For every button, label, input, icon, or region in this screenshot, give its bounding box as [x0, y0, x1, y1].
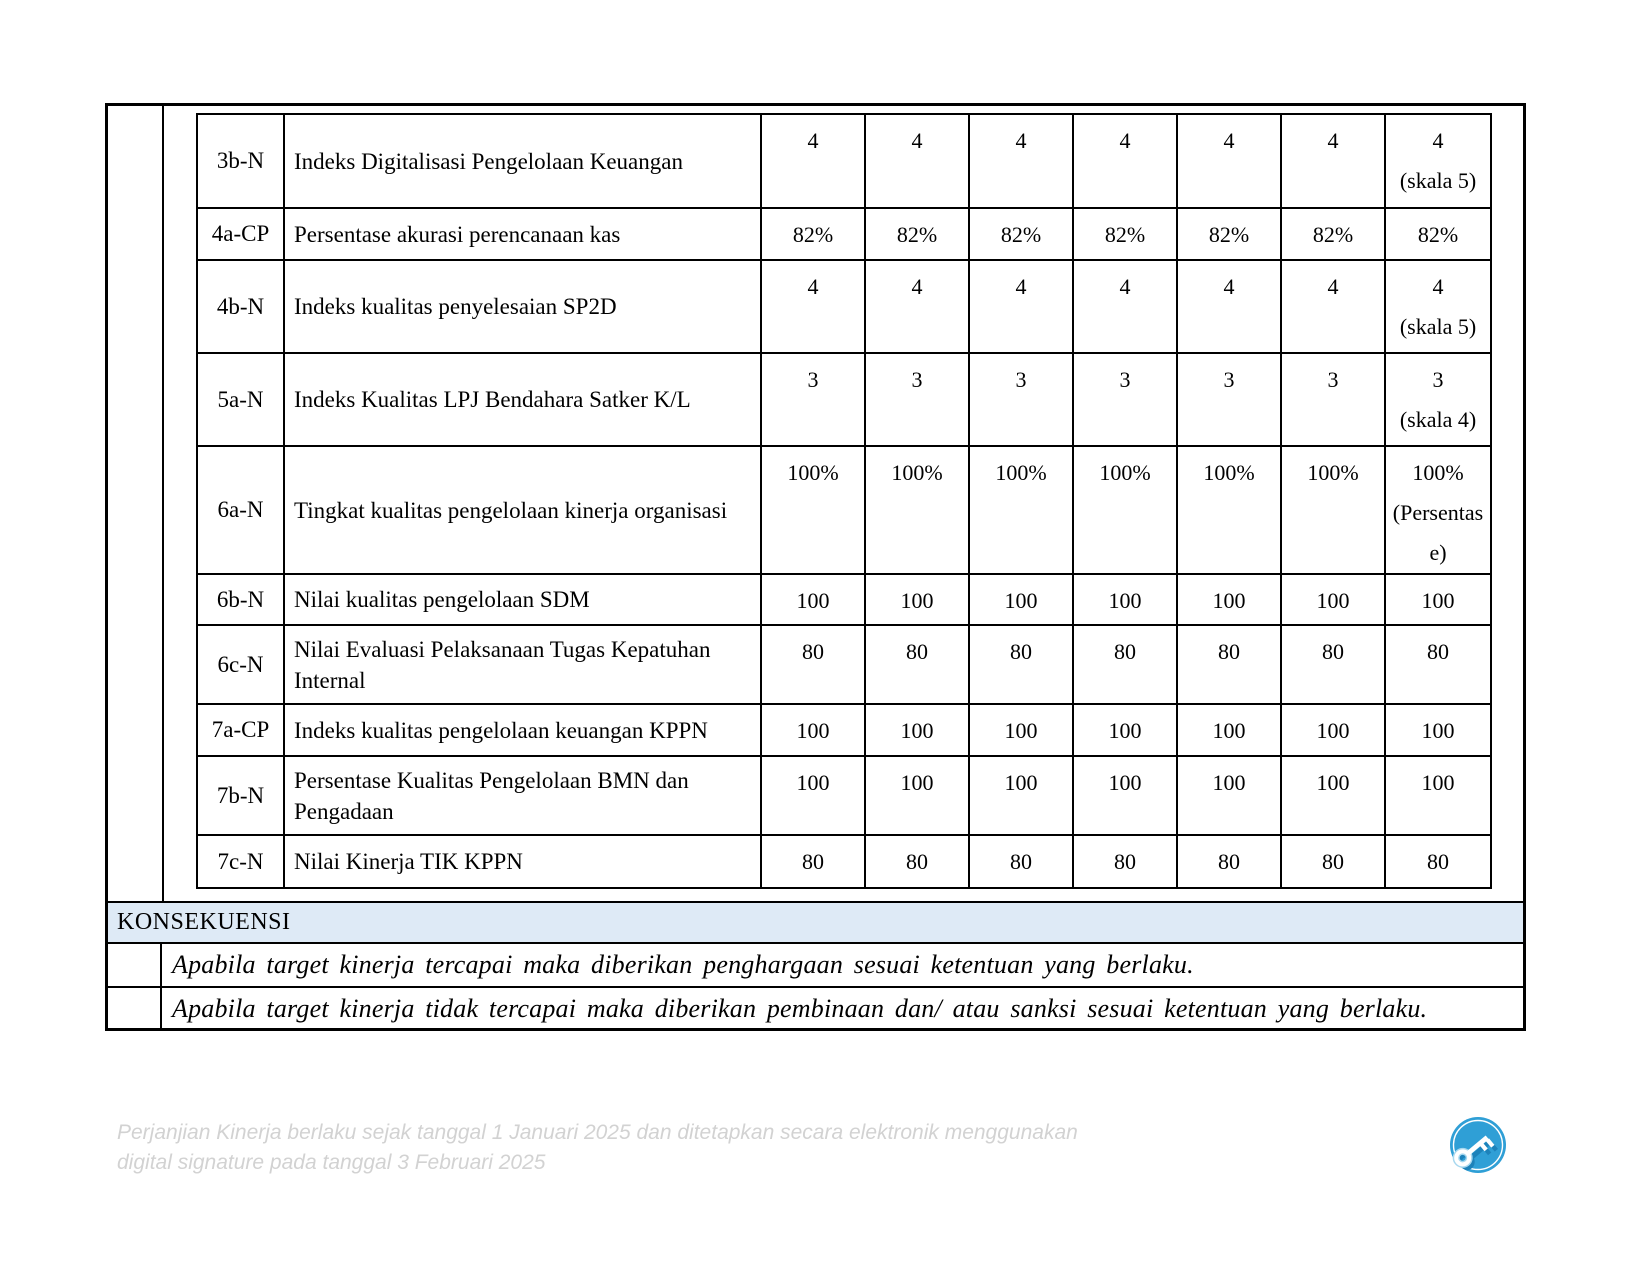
target-value: 100% — [787, 460, 839, 485]
target-value: 3 — [1015, 367, 1027, 392]
target-value: 4 — [1432, 274, 1444, 299]
code-cell: 6b-N — [197, 574, 284, 625]
indicator-cell: Nilai Evaluasi Pelaksanaan Tugas Kepatuhan Internal — [284, 625, 761, 704]
target-value: 80 — [1322, 849, 1344, 874]
target-value-cell — [1281, 756, 1385, 835]
target-value: 100 — [1212, 588, 1246, 613]
target-value-cell — [1385, 260, 1491, 353]
table-row — [197, 114, 1491, 208]
target-value: 82% — [1312, 222, 1354, 247]
target-value: 80 — [1114, 849, 1136, 874]
table-row — [197, 446, 1491, 574]
target-value-cell — [865, 260, 969, 353]
target-value-cell — [1385, 574, 1491, 625]
signature-note-line-2: digital signature pada tanggal 3 Februari 2025 — [117, 1151, 546, 1174]
target-value-cell — [1281, 260, 1385, 353]
konsekuensi-text-1: Apabila target kinerja tercapai maka diberikan penghargaan sesuai ketentuan yang berlaku. — [172, 950, 1194, 979]
target-value: 4 — [1015, 274, 1027, 299]
target-value-cell — [761, 756, 865, 835]
target-value-cell — [761, 114, 865, 208]
code-cell: 3b-N — [197, 114, 284, 208]
target-value: 80 — [906, 639, 928, 664]
target-value-cell — [1073, 625, 1177, 704]
target-value-cell — [1281, 446, 1385, 574]
target-value: 100 — [796, 718, 830, 743]
target-value-cell — [761, 208, 865, 260]
target-value-cell — [1073, 260, 1177, 353]
indicator-cell: Persentase Kualitas Pengelolaan BMN dan Pengadaan — [284, 756, 761, 835]
target-value: 100 — [1212, 718, 1246, 743]
target-value: 100 — [900, 718, 934, 743]
target-value: 80 — [1010, 849, 1032, 874]
indicator-section — [108, 106, 1523, 901]
target-value-cell — [1177, 208, 1281, 260]
target-value-cell — [865, 835, 969, 888]
target-value-cell — [1073, 704, 1177, 756]
table-row — [197, 208, 1491, 260]
code-cell: 7a-CP — [197, 704, 284, 756]
target-value: 3 — [1119, 367, 1131, 392]
target-value-cell — [1073, 353, 1177, 446]
target-value-cell — [969, 756, 1073, 835]
target-value-cell — [969, 114, 1073, 208]
target-value: 100 — [1421, 588, 1455, 613]
target-value: 3 — [1223, 367, 1235, 392]
target-value: 100 — [1108, 588, 1142, 613]
target-value: 80 — [1427, 849, 1449, 874]
target-value-cell — [1073, 446, 1177, 574]
target-value: 4 — [1015, 128, 1027, 153]
indicator-cell: Tingkat kualitas pengelolaan kinerja organisasi — [284, 446, 761, 574]
target-value: 100 — [796, 770, 830, 795]
target-value: 100 — [900, 770, 934, 795]
target-value: 80 — [1010, 639, 1032, 664]
konsekuensi-title: KONSEKUENSI — [117, 909, 291, 935]
target-value: 82% — [1000, 222, 1042, 247]
target-value-cell — [1281, 353, 1385, 446]
target-value: 3 — [1432, 367, 1444, 392]
target-value: 3 — [911, 367, 923, 392]
target-value-cell — [1281, 114, 1385, 208]
target-value-cell — [865, 704, 969, 756]
target-value: 80 — [802, 639, 824, 664]
indicator-cell: Indeks kualitas penyelesaian SP2D — [284, 260, 761, 353]
code-cell: 4b-N — [197, 260, 284, 353]
target-value-cell — [865, 756, 969, 835]
target-value-cell — [1281, 208, 1385, 260]
target-value: 100 — [900, 588, 934, 613]
indicator-cell: Indeks Kualitas LPJ Bendahara Satker K/L — [284, 353, 761, 446]
target-value: 80 — [1218, 849, 1240, 874]
target-value-cell — [1385, 756, 1491, 835]
table-row — [197, 574, 1491, 625]
target-value-cell — [1177, 835, 1281, 888]
target-value-cell — [1177, 704, 1281, 756]
target-value-cell — [969, 208, 1073, 260]
target-value-cell — [1073, 114, 1177, 208]
target-value-cell — [761, 625, 865, 704]
target-value-cell — [1385, 835, 1491, 888]
target-value: 100 — [1108, 770, 1142, 795]
target-value: 82% — [1104, 222, 1146, 247]
target-value: 82% — [1417, 222, 1459, 247]
target-value-cell — [1385, 353, 1491, 446]
table-row — [197, 756, 1491, 835]
target-value: 100 — [1108, 718, 1142, 743]
target-value: 100% — [1412, 460, 1464, 485]
target-value-cell — [761, 353, 865, 446]
target-value-cell — [1385, 625, 1491, 704]
target-value-cell — [1177, 446, 1281, 574]
indicator-cell: Nilai kualitas pengelolaan SDM — [284, 574, 761, 625]
target-value: 100 — [1316, 718, 1350, 743]
target-value-cell — [1177, 625, 1281, 704]
code-cell: 6c-N — [197, 625, 284, 704]
target-value: 100 — [1004, 718, 1038, 743]
konsekuensi-row-stub — [108, 988, 162, 1030]
target-value: 80 — [1218, 639, 1240, 664]
performance-agreement-table — [105, 103, 1526, 1031]
target-value: 4 — [911, 128, 923, 153]
target-value: 100% — [891, 460, 943, 485]
target-value-cell — [761, 446, 865, 574]
target-value-cell — [1177, 574, 1281, 625]
target-value-cell — [1177, 260, 1281, 353]
table-row — [197, 835, 1491, 888]
target-value: 4 — [807, 128, 819, 153]
konsekuensi-row-1 — [108, 944, 1523, 988]
left-column-divider — [162, 106, 164, 901]
target-value: 100 — [1421, 718, 1455, 743]
target-value-cell — [865, 574, 969, 625]
target-value: 4 — [1119, 128, 1131, 153]
target-value-cell — [865, 114, 969, 208]
target-value: 100 — [1004, 588, 1038, 613]
target-value-cell — [1073, 835, 1177, 888]
target-value-cell — [1073, 574, 1177, 625]
konsekuensi-header-row — [108, 901, 1523, 944]
indicator-table — [196, 113, 1492, 889]
target-value-scale: (skala 5) — [1399, 314, 1477, 339]
code-cell: 4a-CP — [197, 208, 284, 260]
target-value-cell — [1177, 353, 1281, 446]
target-value: 4 — [1119, 274, 1131, 299]
target-value-cell — [761, 260, 865, 353]
target-value-cell — [969, 353, 1073, 446]
indicator-cell: Nilai Kinerja TIK KPPN — [284, 835, 761, 888]
table-row — [197, 353, 1491, 446]
target-value-cell — [969, 704, 1073, 756]
indicator-cell: Indeks kualitas pengelolaan keuangan KPPN — [284, 704, 761, 756]
konsekuensi-row-stub — [108, 944, 162, 986]
target-value-cell — [969, 625, 1073, 704]
code-cell: 5a-N — [197, 353, 284, 446]
target-value: 4 — [1432, 128, 1444, 153]
target-value: 80 — [802, 849, 824, 874]
indicator-cell: Indeks Digitalisasi Pengelolaan Keuangan — [284, 114, 761, 208]
target-value-cell — [865, 208, 969, 260]
indicator-cell: Persentase akurasi perencanaan kas — [284, 208, 761, 260]
target-value-cell — [1281, 625, 1385, 704]
target-value: 80 — [906, 849, 928, 874]
target-value-scale: (skala 4) — [1399, 407, 1477, 432]
target-value-scale: (Persentase) — [1392, 500, 1484, 565]
target-value-cell — [1073, 756, 1177, 835]
target-value: 100 — [1316, 770, 1350, 795]
target-value: 4 — [911, 274, 923, 299]
target-value-cell — [969, 835, 1073, 888]
table-row — [197, 260, 1491, 353]
target-value: 80 — [1322, 639, 1344, 664]
target-value: 80 — [1427, 639, 1449, 664]
target-value: 82% — [896, 222, 938, 247]
code-cell: 6a-N — [197, 446, 284, 574]
target-value-cell — [1281, 704, 1385, 756]
target-value-cell — [1385, 446, 1491, 574]
target-value-cell — [1385, 114, 1491, 208]
code-cell: 7c-N — [197, 835, 284, 888]
target-value-cell — [761, 835, 865, 888]
target-value-cell — [865, 625, 969, 704]
target-value-cell — [969, 260, 1073, 353]
target-value-cell — [865, 353, 969, 446]
target-value: 100% — [1099, 460, 1151, 485]
table-row — [197, 625, 1491, 704]
konsekuensi-row-2 — [108, 988, 1523, 1030]
target-value-scale: (skala 5) — [1399, 168, 1477, 193]
target-value: 100 — [796, 588, 830, 613]
target-value: 3 — [1327, 367, 1339, 392]
target-value: 100% — [995, 460, 1047, 485]
target-value: 82% — [792, 222, 834, 247]
indicator-table-body — [197, 114, 1491, 888]
target-value-cell — [1385, 208, 1491, 260]
target-value-cell — [1281, 574, 1385, 625]
target-value-cell — [1177, 114, 1281, 208]
target-value-cell — [1385, 704, 1491, 756]
target-value: 4 — [1327, 274, 1339, 299]
target-value: 100% — [1203, 460, 1255, 485]
target-value-cell — [1281, 835, 1385, 888]
target-value: 3 — [807, 367, 819, 392]
target-value-cell — [969, 446, 1073, 574]
target-value-cell — [865, 446, 969, 574]
target-value-cell — [1177, 756, 1281, 835]
digital-signature-note — [117, 1118, 1078, 1178]
target-value-cell — [761, 704, 865, 756]
target-value: 100 — [1316, 588, 1350, 613]
signature-note-line-1: Perjanjian Kinerja berlaku sejak tanggal 1 Januari 2025 dan ditetapkan secara elektronik menggunakan — [117, 1121, 1078, 1144]
code-cell: 7b-N — [197, 756, 284, 835]
target-value: 80 — [1114, 639, 1136, 664]
target-value: 4 — [807, 274, 819, 299]
target-value-cell — [1073, 208, 1177, 260]
target-value: 100% — [1307, 460, 1359, 485]
target-value: 100 — [1004, 770, 1038, 795]
target-value-cell — [761, 574, 865, 625]
djpb-key-logo-icon — [1447, 1115, 1509, 1177]
konsekuensi-text-2: Apabila target kinerja tidak tercapai maka diberikan pembinaan dan/ atau sanksi sesuai ketentuan yang berlaku. — [172, 994, 1428, 1023]
target-value: 4 — [1327, 128, 1339, 153]
table-row — [197, 704, 1491, 756]
target-value: 100 — [1421, 770, 1455, 795]
target-value: 4 — [1223, 128, 1235, 153]
target-value: 100 — [1212, 770, 1246, 795]
target-value: 82% — [1208, 222, 1250, 247]
target-value: 4 — [1223, 274, 1235, 299]
target-value-cell — [969, 574, 1073, 625]
